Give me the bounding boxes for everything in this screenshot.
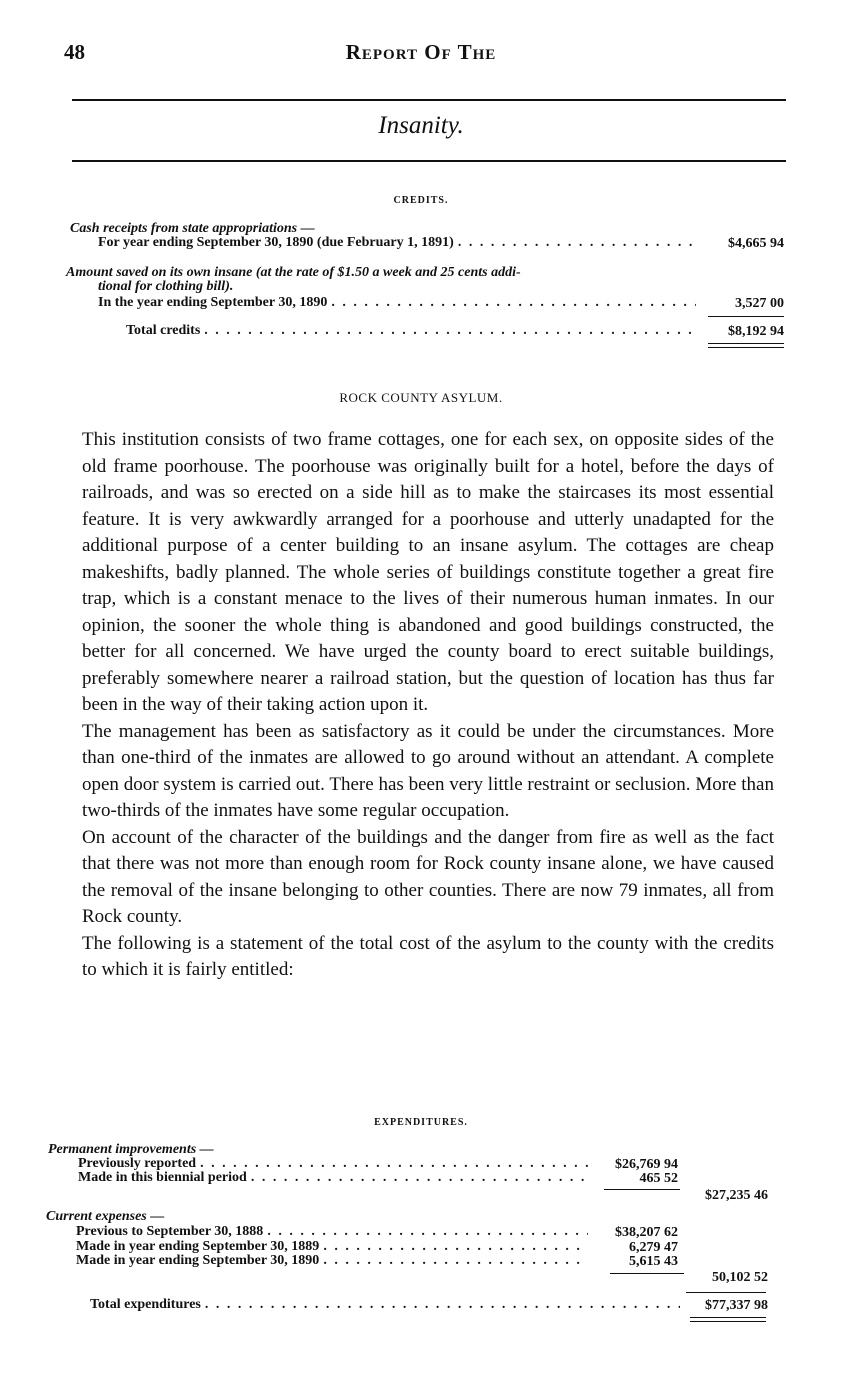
leader-dots <box>323 1254 588 1267</box>
asylum-body <box>82 427 774 984</box>
saved-line-label: In the year ending September 30, 1890 <box>98 296 328 309</box>
permanent-item-amount: $26,769 94 <box>615 1157 678 1172</box>
cash-line <box>98 236 696 249</box>
leader-dots <box>204 324 696 337</box>
permanent-item-amount: 465 52 <box>639 1171 678 1186</box>
current-item <box>76 1240 588 1253</box>
current-item-label: Previous to September 30, 1888 <box>76 1225 264 1238</box>
current-item-label: Made in year ending September 30, 1889 <box>76 1240 320 1253</box>
section-rule <box>72 160 786 162</box>
permanent-heading: Permanent improvements — <box>48 1142 214 1157</box>
expenditures-sum-rule <box>686 1292 766 1293</box>
current-item-amount: 6,279 47 <box>629 1240 678 1255</box>
paragraph: This institution consists of two frame cottages, one for each sex, on opposite sides of the old frame poorhouse. The poorhouse was originally built for a hotel, before the days of railroads, and was so erected on a side hill as to make the staircases its most essential feature. It is very awkwardly arranged for a poorhouse and utterly unadapted for the additional purpose of a center building to an insane asylum. The cottages are cheap makeshifts, badly planned. The whole series of buildings constitute together a great fire trap, which is a constant menace to the lives of their numerous human inmates. In our opinion, the sooner the whole thing is abandoned and good buildings constructed, the better for all concerned. We have urged the county board to erect suitable buildings, preferably somewhere nearer a railroad station, but the question of location has thus far been in the way of their taking action upon it. <box>82 429 774 715</box>
asylum-heading: ROCK COUNTY ASYLUM. <box>339 390 503 405</box>
current-heading: Current expenses — <box>46 1209 165 1224</box>
section-title: Insanity. <box>378 112 464 139</box>
leader-dots <box>251 1171 588 1184</box>
permanent-item <box>78 1171 588 1184</box>
saved-heading-2: tional for clothing bill). <box>98 279 234 294</box>
permanent-item <box>78 1157 588 1170</box>
credits-sum-rule <box>708 316 784 317</box>
running-head <box>0 40 842 65</box>
permanent-total: $27,235 46 <box>705 1188 768 1203</box>
running-head-text: Report Of The <box>345 40 497 64</box>
leader-dots <box>200 1157 588 1170</box>
total-expenditures-line <box>90 1298 680 1311</box>
top-rule <box>72 99 786 101</box>
paragraph: The management has been as satisfactory as it could be under the circumstances. More than one-third of the inmates are allowed to go around without an attendant. A complete open door system is carried out. There has been very little restraint or seclusion. More than two-thirds of the inmates have some regular occupation. <box>82 720 774 821</box>
saved-line <box>98 296 696 309</box>
expenditures-double-rule <box>690 1317 766 1322</box>
leader-dots <box>323 1240 588 1253</box>
saved-amount: 3,527 00 <box>735 296 784 311</box>
paragraph: The following is a statement of the total cost of the asylum to the county with the credits to which it is fairly entitled: <box>82 932 774 980</box>
saved-heading-1: Amount saved on its own insane (at the rate of $1.50 a week and 25 cents addi- <box>66 265 521 280</box>
current-item-label: Made in year ending September 30, 1890 <box>76 1254 320 1267</box>
current-total: 50,102 52 <box>712 1270 768 1285</box>
permanent-sum-rule <box>604 1189 680 1190</box>
permanent-item-label: Previously reported <box>78 1157 197 1170</box>
total-expenditures-label: Total expenditures <box>90 1298 201 1311</box>
current-item <box>76 1254 588 1267</box>
page-number: 48 <box>64 40 85 64</box>
leader-dots <box>267 1225 588 1238</box>
cash-line-label: For year ending September 30, 1890 (due February 1, 1891) <box>98 236 454 249</box>
total-credits-line <box>126 324 696 337</box>
current-item-amount: 5,615 43 <box>629 1254 678 1269</box>
credits-double-rule <box>708 343 784 348</box>
current-item <box>76 1225 588 1238</box>
paragraph: On account of the character of the buildings and the danger from fire as well as the fact that there was not more than enough room for Rock county insane alone, we have caused the removal of the insane belonging to other counties. There are now 79 inmates, all from Rock county. <box>82 826 774 927</box>
total-credits-label: Total credits <box>126 324 201 337</box>
leader-dots <box>458 236 696 249</box>
current-sum-rule <box>610 1273 684 1274</box>
cash-heading: Cash receipts from state appropriations — <box>70 221 315 236</box>
total-credits-amount: $8,192 94 <box>728 324 784 339</box>
leader-dots <box>205 1298 680 1311</box>
credits-heading: CREDITS. <box>393 195 449 206</box>
cash-amount: $4,665 94 <box>728 236 784 251</box>
expenditures-heading: EXPENDITURES. <box>374 1117 468 1128</box>
leader-dots <box>331 296 696 309</box>
permanent-item-label: Made in this biennial period <box>78 1171 247 1184</box>
total-expenditures-amount: $77,337 98 <box>705 1298 768 1313</box>
current-item-amount: $38,207 62 <box>615 1225 678 1240</box>
